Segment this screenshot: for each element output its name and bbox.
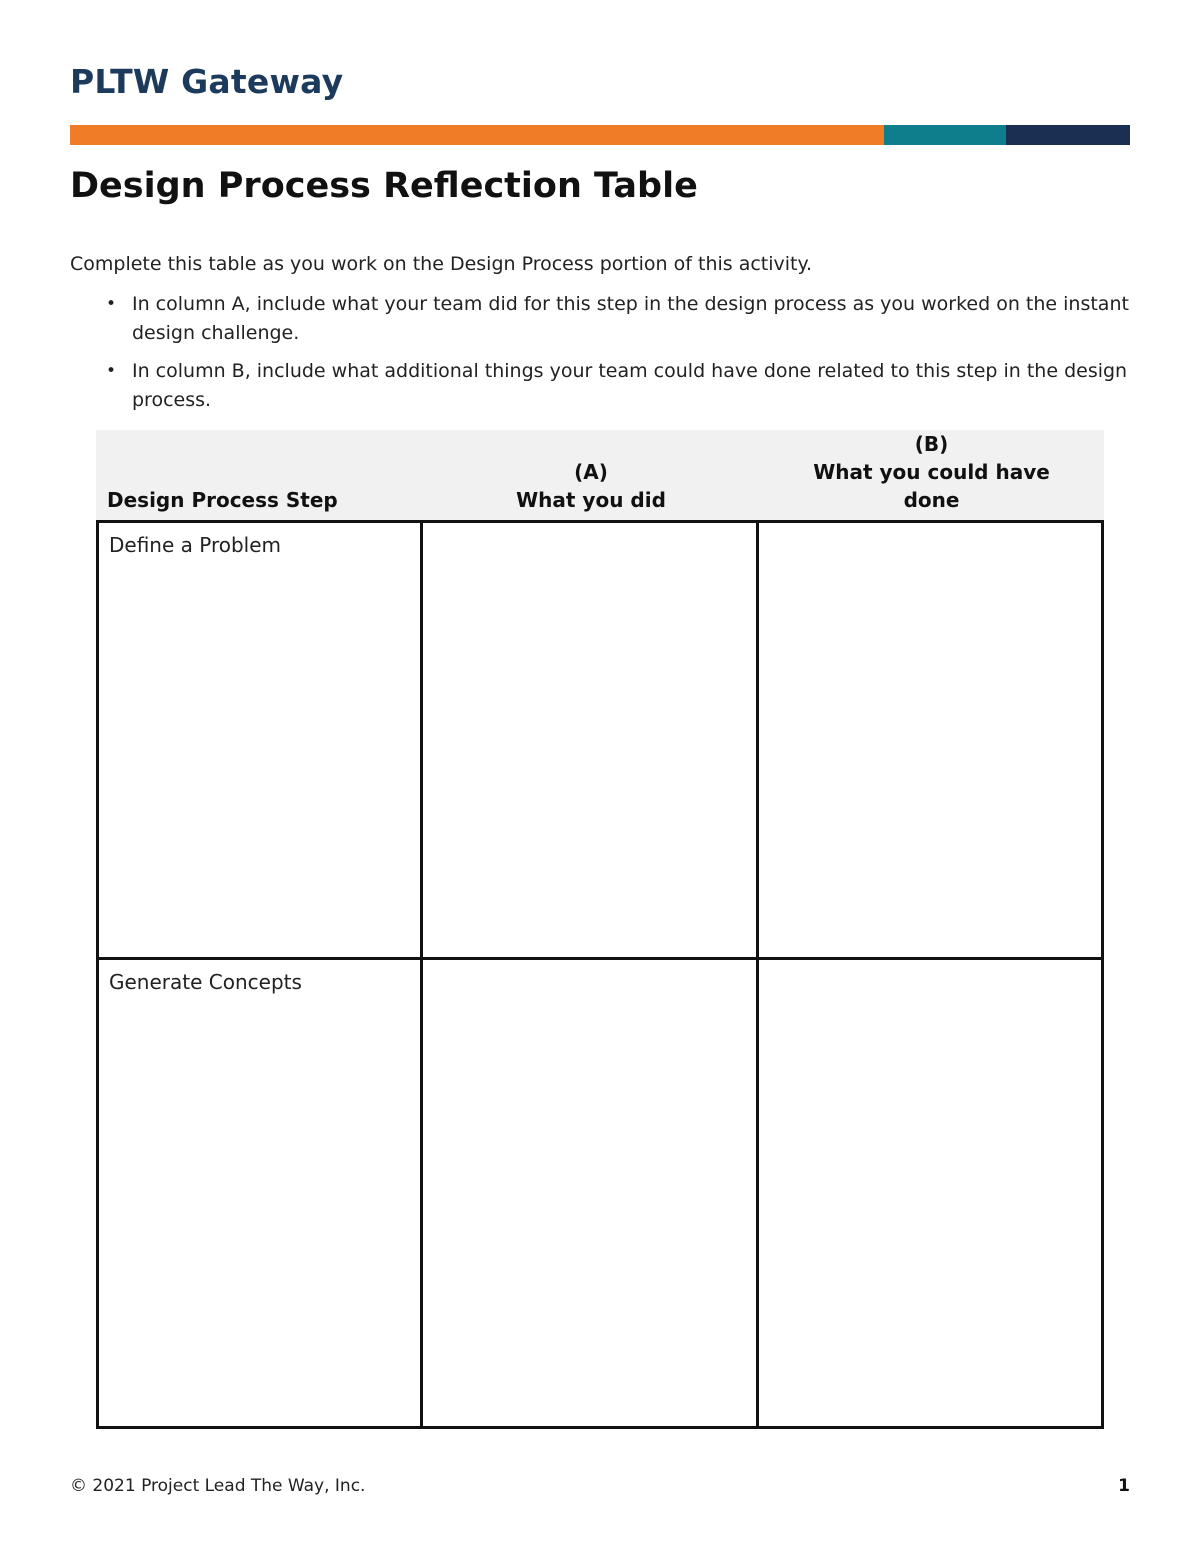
table-header-row	[96, 430, 1104, 523]
page-title: Design Process Reflection Table	[70, 166, 698, 206]
step-cell: Define a Problem	[99, 523, 423, 957]
brand-title: PLTW Gateway	[70, 62, 344, 101]
instruction-item	[100, 290, 1130, 348]
instruction-list	[100, 290, 1130, 424]
footer-copyright: © 2021 Project Lead The Way, Inc.	[70, 1476, 366, 1496]
header-a-label: (A)	[574, 460, 608, 484]
header-step-text: Design Process Step	[107, 488, 338, 512]
header-b-text: What you could have done	[813, 460, 1050, 512]
reflection-table	[96, 430, 1104, 1429]
column-a-cell[interactable]	[423, 960, 759, 1426]
header-color-bar	[70, 125, 1130, 145]
header-design-process-step	[96, 430, 423, 520]
table-body	[96, 523, 1104, 1429]
bullet-icon: •	[106, 361, 117, 381]
step-cell: Generate Concepts	[99, 960, 423, 1426]
color-bar-navy	[1006, 125, 1130, 145]
intro-text: Complete this table as you work on the Design Process portion of this activity.	[70, 253, 813, 275]
instruction-text: In column A, include what your team did for this step in the design process as you worked on the instant design challenge.	[132, 293, 1129, 344]
instruction-item	[100, 357, 1130, 415]
color-bar-teal	[884, 125, 1006, 145]
header-column-b	[759, 430, 1104, 520]
instruction-text: In column B, include what additional things your team could have done related to this step in the design process.	[132, 360, 1128, 411]
column-b-cell[interactable]	[759, 960, 1101, 1426]
color-bar-orange	[70, 125, 884, 145]
table-row	[99, 523, 1101, 960]
table-row	[99, 960, 1101, 1429]
column-a-cell[interactable]	[423, 523, 759, 957]
header-a-text: What you did	[516, 488, 666, 512]
header-b-label: (B)	[914, 432, 949, 456]
footer-page-number: 1	[1118, 1476, 1130, 1496]
header-column-a	[423, 430, 759, 520]
column-b-cell[interactable]	[759, 523, 1101, 957]
bullet-icon: •	[106, 294, 117, 314]
